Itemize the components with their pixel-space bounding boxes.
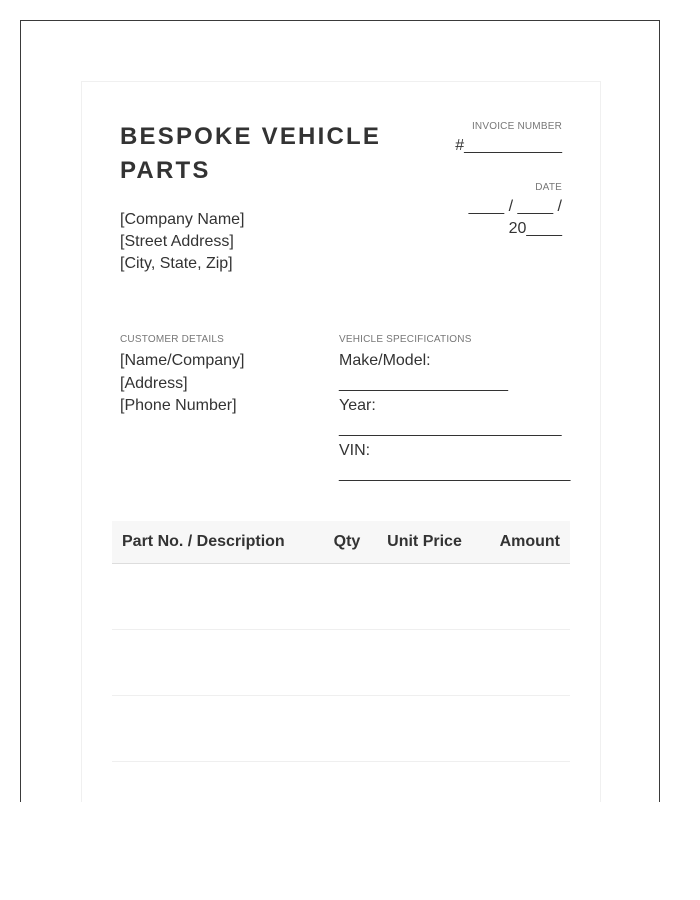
table-cell bbox=[477, 630, 570, 696]
vehicle-vin-label: VIN: bbox=[339, 442, 371, 459]
table-cell bbox=[372, 696, 477, 762]
customer-address: [Address] bbox=[120, 374, 188, 392]
table-cell bbox=[477, 696, 570, 762]
table-cell bbox=[112, 564, 322, 630]
table-cell bbox=[112, 696, 322, 762]
line-items-table bbox=[112, 521, 570, 762]
table-cell bbox=[322, 696, 372, 762]
table-cell bbox=[477, 564, 570, 630]
vehicle-specifications bbox=[339, 333, 570, 485]
company-name: [Company Name] bbox=[120, 211, 245, 228]
customer-details bbox=[120, 333, 245, 418]
company-street: [Street Address] bbox=[120, 233, 234, 250]
customer-name: [Name/Company] bbox=[120, 352, 245, 369]
date-label: DATE bbox=[535, 182, 562, 193]
customer-details-label: CUSTOMER DETAILS bbox=[120, 334, 224, 345]
header-qty: Qty bbox=[322, 521, 372, 564]
vehicle-make-field: ___________________ bbox=[339, 374, 509, 392]
table-cell bbox=[372, 564, 477, 630]
header-part-description: Part No. / Description bbox=[112, 521, 322, 564]
vehicle-year-label: Year: bbox=[339, 397, 376, 414]
customer-phone: [Phone Number] bbox=[120, 397, 237, 414]
vehicle-year-field: _________________________ bbox=[339, 419, 562, 437]
table-cell bbox=[322, 564, 372, 630]
table-cell bbox=[372, 630, 477, 696]
company-block bbox=[120, 209, 245, 275]
table-row bbox=[112, 564, 570, 630]
date-field-day-month: ____ / ____ / bbox=[468, 198, 562, 215]
vehicle-specifications-label: VEHICLE SPECIFICATIONS bbox=[339, 334, 472, 345]
document-title: BESPOKE VEHICLE PARTS bbox=[120, 123, 382, 184]
invoice-number-label: INVOICE NUMBER bbox=[471, 121, 562, 132]
header-unit-price: Unit Price bbox=[372, 521, 477, 564]
table-header-row bbox=[112, 521, 570, 564]
table-row bbox=[112, 696, 570, 762]
date-field-year: 20____ bbox=[508, 220, 562, 237]
table-cell bbox=[322, 630, 372, 696]
company-city: [City, State, Zip] bbox=[120, 255, 233, 272]
table-cell bbox=[112, 630, 322, 696]
vehicle-vin-field: __________________________ bbox=[339, 464, 571, 482]
header-amount: Amount bbox=[477, 521, 570, 564]
invoice-number-field: #___________ bbox=[455, 137, 562, 154]
vehicle-make-label: Make/Model: bbox=[339, 352, 431, 369]
table-row bbox=[112, 630, 570, 696]
